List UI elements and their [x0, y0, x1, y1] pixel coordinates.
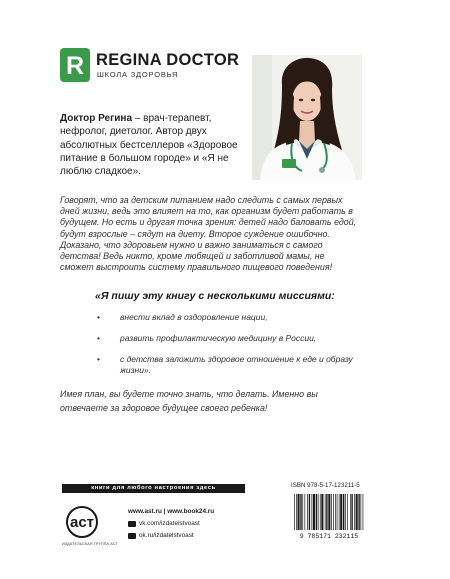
barcode-bar	[320, 494, 321, 530]
author-name: Доктор Регина	[60, 113, 133, 124]
regina-doctor-logo	[60, 48, 240, 82]
mission-heading: «Я пишу эту книгу с несколькими миссиями:	[95, 290, 335, 302]
barcode-bar	[298, 494, 300, 530]
barcode-bar	[296, 494, 297, 530]
publisher-banner: книги для любого настроения здесь	[62, 484, 245, 493]
barcode-bar	[354, 494, 355, 530]
barcode-bar	[300, 494, 301, 530]
mission-block	[95, 290, 370, 386]
author-bio	[60, 112, 244, 178]
barcode-digits: 9 785171 232115	[299, 533, 359, 540]
barcode-bar	[305, 494, 306, 530]
bullet: •	[97, 354, 100, 364]
author-photo	[252, 55, 362, 180]
barcode-bar	[312, 494, 313, 530]
barcode	[290, 492, 368, 540]
isbn-text: ISBN 978-5-17-123211-5	[291, 482, 360, 489]
vk-link-text: vk.com/izdatelstvoast	[139, 520, 200, 527]
barcode-bar	[347, 494, 348, 530]
barcode-bar	[339, 494, 340, 530]
barcode-bar	[340, 494, 342, 530]
list-item: • с детства заложить здоровое отношение к еде и образу жизни».	[97, 354, 353, 375]
barcode-bar	[345, 494, 346, 530]
barcode-bar	[363, 494, 364, 530]
barcode-bar	[350, 494, 351, 530]
ast-logo-text: аст	[69, 514, 95, 531]
ok-link-text: ok.ru/izdatelstvoast	[139, 532, 194, 539]
brand-subtitle: ШКОЛА ЗДОРОВЬЯ	[97, 70, 179, 79]
barcode-bar	[326, 494, 327, 530]
vk-link[interactable]	[128, 520, 214, 527]
closing-paragraph: Имея план, вы будете точно знать, что делать. Именно вы отвечаете за здоровое будущее своего ребенка!	[60, 389, 318, 413]
bullet: •	[97, 333, 100, 343]
barcode-bar	[321, 494, 323, 530]
ast-publisher-logo	[62, 500, 104, 540]
author-bio-text: – врач-терапевт, нефролог, диетолог. Автор двух абсолютных бестселлеров «Здоровое питание в большом городе» и «Я не люблю сладкое».	[60, 113, 238, 178]
description-paragraph: Говорят, что за детским питанием надо следить с самых первых дней жизни, ведь это влияет на то, как организм будет работать в будущем. Но есть и другая точка зрения: детей надо баловать едой, будут взрослые – сядут на диету. Второе суждение ошибочно. Доказано, что здоровьем нужно и важно заниматься с самого детства! Ведь никто, кроме любящей и заботливой мамы, не сможет выстроить систему правильного пищевого поведения!	[60, 195, 357, 273]
barcode-bar	[302, 494, 303, 530]
publisher-links	[128, 508, 214, 539]
logo-letter: R	[65, 52, 85, 80]
barcode-bar	[343, 494, 344, 530]
barcode-bar	[307, 494, 308, 530]
barcode-bar	[316, 494, 317, 530]
barcode-bar	[318, 494, 319, 530]
publisher-sites-link[interactable]: www.ast.ru | www.book24.ru	[128, 508, 215, 515]
mission-list	[95, 312, 370, 376]
list-item: • развить профилактическую медицину в России,	[97, 333, 317, 343]
vk-icon	[128, 521, 136, 527]
regina-logo-icon	[60, 48, 90, 82]
barcode-bar	[335, 494, 336, 530]
barcode-bar	[328, 494, 330, 530]
barcode-bar	[333, 494, 334, 530]
barcode-bar	[313, 494, 315, 530]
barcode-bar	[331, 494, 332, 530]
barcode-bar	[337, 494, 338, 530]
publisher-label: ИЗДАТЕЛЬСКАЯ ГРУППА АСТ	[62, 542, 118, 546]
barcode-bar	[358, 494, 359, 530]
barcode-bar	[325, 494, 326, 530]
ok-icon	[128, 533, 136, 539]
barcode-bar	[356, 494, 358, 530]
list-item: • внести вклад в оздоровление нации,	[97, 312, 268, 322]
brand-title: REGINA DOCTOR	[96, 51, 240, 69]
ok-link[interactable]	[128, 532, 214, 539]
barcode-bar	[294, 494, 295, 530]
barcode-bar	[361, 494, 362, 530]
bullet: •	[97, 312, 100, 322]
barcode-bar	[309, 494, 310, 530]
barcode-bar	[351, 494, 352, 530]
